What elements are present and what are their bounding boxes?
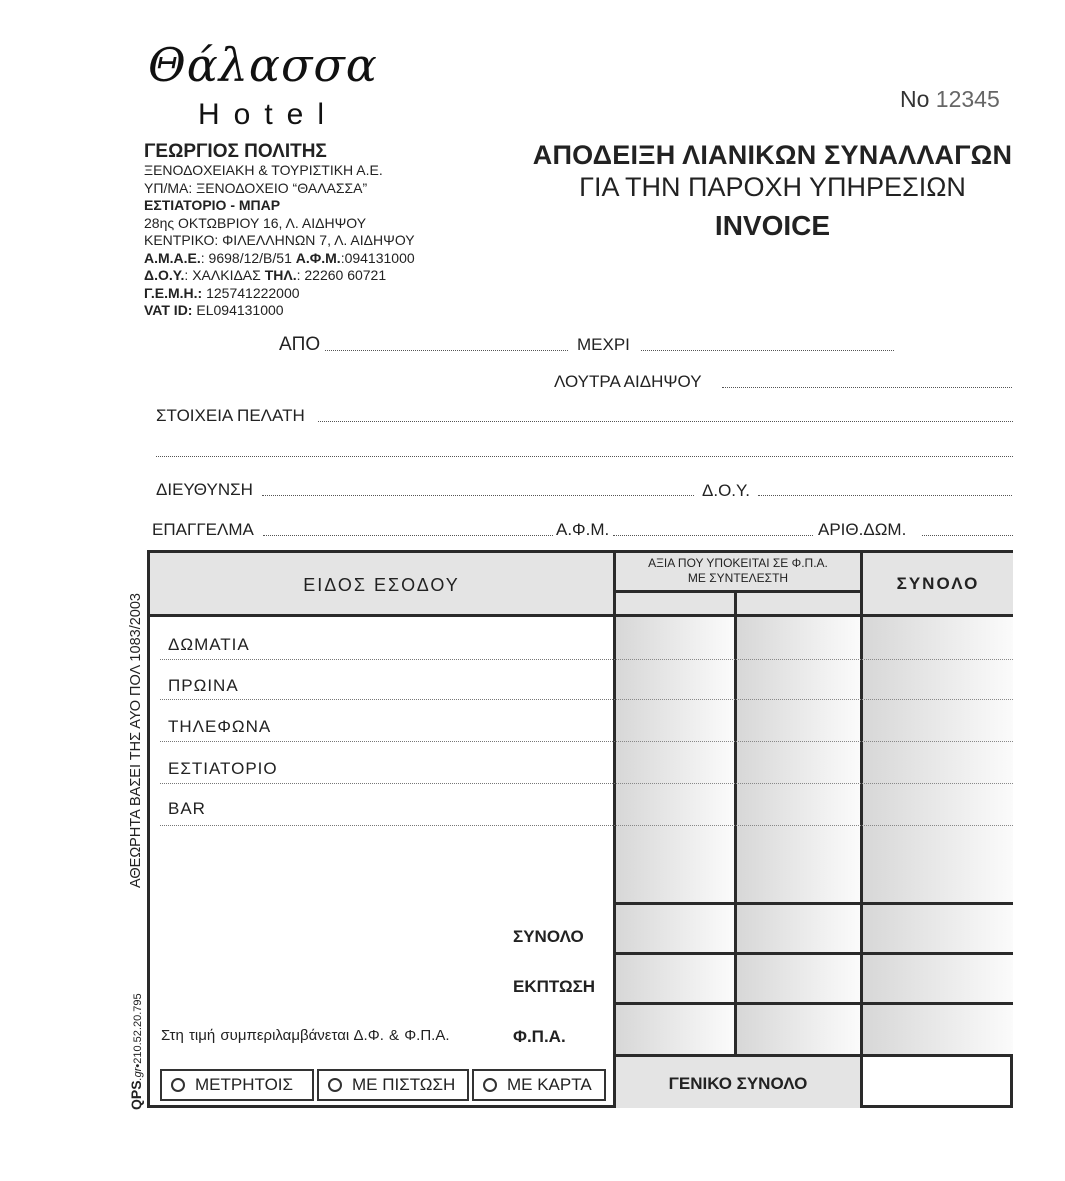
field-customer-line[interactable] bbox=[318, 421, 1013, 422]
divider bbox=[613, 952, 1013, 955]
issuer-gemh: Γ.Ε.Μ.Η.: 125741222000 bbox=[144, 284, 300, 301]
row-line bbox=[160, 659, 615, 660]
row-line bbox=[616, 783, 1013, 784]
divider bbox=[613, 553, 616, 1108]
printer-credit: QPS.gr•210.52.20.795 bbox=[128, 993, 144, 1110]
legal-note-vertical: ΑΘΕΩΡΗΤΑ ΒΑΣΕΙ ΤΗΣ ΑΥΟ ΠΟΛ 1083/2003 bbox=[128, 593, 144, 888]
hotel-logo-subtitle: Hotel bbox=[198, 98, 339, 131]
field-room-line[interactable] bbox=[922, 535, 1013, 536]
field-from-line[interactable] bbox=[325, 350, 568, 351]
price-includes-note: Στη τιμή συμπεριλαμβάνεται Δ.Φ. & Φ.Π.Α. bbox=[161, 1027, 450, 1044]
payment-option-card[interactable]: ΜΕ ΚΑΡΤΑ bbox=[472, 1069, 606, 1101]
field-room-label: ΑΡΙΘ.ΔΩΜ. bbox=[818, 520, 907, 539]
divider bbox=[613, 902, 1013, 905]
summary-vat-label: Φ.Π.Α. bbox=[513, 1027, 566, 1046]
field-afm-line[interactable] bbox=[613, 535, 813, 536]
divider bbox=[613, 1002, 1013, 1005]
row-line bbox=[160, 783, 615, 784]
issuer-name: ΓΕΩΡΓΙΟΣ ΠΟΛΙΤΗΣ bbox=[144, 141, 327, 162]
total-col-body[interactable] bbox=[863, 617, 1013, 1054]
field-customer-label: ΣΤΟΙΧΕΙΑ ΠΕΛΑΤΗ bbox=[156, 406, 305, 425]
field-from-label: ΑΠΟ bbox=[279, 334, 321, 355]
row-label-rooms: ΔΩΜΑΤΙΑ bbox=[168, 635, 250, 654]
issuer-branch: ΥΠ/ΜΑ: ΞΕΝΟΔΟΧΕΙΟ “ΘΑΛΑΣΣΑ” bbox=[144, 179, 368, 196]
issuer-doy-tel: Δ.Ο.Υ.: ΧΑΛΚΙΔΑΣ ΤΗΛ.: 22260 60721 bbox=[144, 267, 387, 283]
issuer-company: ΞΕΝΟΔΟΧΕΙΑΚΗ & ΤΟΥΡΙΣΤΙΚΗ Α.Ε. bbox=[144, 162, 383, 178]
row-line bbox=[160, 825, 615, 826]
issuer-details bbox=[144, 142, 415, 320]
field-place-label: ΛΟΥΤΡΑ ΑΙΔΗΨΟΥ bbox=[554, 372, 702, 391]
issuer-head-office: ΚΕΝΤΡΙΚΟ: ΦΙΛΕΛΛΗΝΩΝ 7, Λ. ΑΙΔΗΨΟΥ bbox=[144, 232, 415, 248]
field-profession-label: ΕΠΑΓΓΕΛΜΑ bbox=[152, 520, 254, 539]
vat-col-1-body[interactable] bbox=[616, 617, 734, 1054]
col-header-vat: ΑΞΙΑ ΠΟΥ ΥΠΟΚΕΙΤΑΙ ΣΕ Φ.Π.Α. ΜΕ ΣΥΝΤΕΛΕΣΤΗ bbox=[648, 556, 828, 585]
col-header-type: ΕΙΔΟΣ ΕΣΟΔΟΥ bbox=[303, 575, 460, 595]
document-title: ΑΠΟΔΕΙΞΗ ΛΙΑΝΙΚΩΝ ΣΥΝΑΛΛΑΓΩΝ bbox=[532, 140, 1013, 170]
field-until-label: ΜΕΧΡΙ bbox=[577, 335, 630, 354]
row-line bbox=[616, 659, 1013, 660]
row-line bbox=[160, 699, 615, 700]
field-address-line[interactable] bbox=[262, 495, 694, 496]
field-profession-line[interactable] bbox=[263, 535, 553, 536]
row-line bbox=[616, 825, 1013, 826]
field-doy-label: Δ.Ο.Υ. bbox=[702, 481, 750, 500]
field-until-line[interactable] bbox=[641, 350, 894, 351]
invoice-serial bbox=[900, 86, 1000, 113]
col-header-total: ΣΥΝΟΛΟ bbox=[896, 574, 980, 593]
divider bbox=[734, 590, 737, 1057]
payment-option-credit[interactable]: ΜΕ ΠΙΣΤΩΣΗ bbox=[317, 1069, 469, 1101]
issuer-address: 28ης ΟΚΤΩΒΡΙΟΥ 16, Λ. ΑΙΔΗΨΟΥ bbox=[144, 214, 367, 231]
radio-circle-icon[interactable] bbox=[483, 1078, 497, 1092]
grand-total-label: ΓΕΝΙΚΟ ΣΥΝΟΛΟ bbox=[668, 1074, 808, 1093]
serial-number: 12345 bbox=[935, 86, 1000, 112]
invoice-table bbox=[147, 550, 1013, 1108]
row-line bbox=[616, 699, 1013, 700]
serial-prefix: No bbox=[900, 86, 930, 112]
field-afm-label: Α.Φ.Μ. bbox=[556, 520, 610, 539]
field-address-label: ΔΙΕΥΘΥΝΣΗ bbox=[156, 480, 253, 499]
radio-circle-icon[interactable] bbox=[328, 1078, 342, 1092]
row-label-breakfast: ΠΡΩΙΝΑ bbox=[168, 676, 239, 695]
document-invoice-label: INVOICE bbox=[714, 210, 831, 241]
row-line bbox=[616, 741, 1013, 742]
row-label-bar: BAR bbox=[168, 799, 206, 818]
row-label-phones: ΤΗΛΕΦΩΝΑ bbox=[168, 717, 272, 736]
field-doy-line[interactable] bbox=[758, 495, 1012, 496]
divider bbox=[613, 590, 863, 593]
field-customer-line-2[interactable] bbox=[156, 456, 1013, 457]
header-vat-rate-1[interactable] bbox=[616, 593, 734, 614]
divider bbox=[613, 1054, 1013, 1057]
header-vat-rate-2[interactable] bbox=[737, 593, 860, 614]
summary-discount-label: ΕΚΠΤΩΣΗ bbox=[513, 977, 596, 996]
row-label-restaurant: ΕΣΤΙΑΤΟΡΙΟ bbox=[168, 759, 278, 778]
summary-total-label: ΣΥΝΟΛΟ bbox=[513, 927, 584, 946]
document-subtitle: ΓΙΑ ΤΗΝ ΠΑΡΟΧΗ ΥΠΗΡΕΣΙΩΝ bbox=[579, 172, 966, 202]
issuer-vat-id: VAT ID: EL094131000 bbox=[144, 302, 284, 318]
hotel-logo-wordmark: Θάλασσα bbox=[148, 38, 378, 92]
divider bbox=[860, 553, 863, 1108]
issuer-division: ΕΣΤΙΑΤΟΡΙΟ - ΜΠΑΡ bbox=[144, 197, 281, 213]
row-line bbox=[160, 741, 615, 742]
issuer-amae-afm: Α.Μ.Α.Ε.: 9698/12/Β/51 Α.Φ.Μ.:094131000 bbox=[144, 249, 415, 266]
radio-circle-icon[interactable] bbox=[171, 1078, 185, 1092]
payment-option-cash[interactable]: ΜΕΤΡΗΤΟΙΣ bbox=[160, 1069, 314, 1101]
vat-col-2-body[interactable] bbox=[737, 617, 860, 1054]
divider bbox=[150, 614, 1013, 617]
field-date-line[interactable] bbox=[722, 387, 1012, 388]
